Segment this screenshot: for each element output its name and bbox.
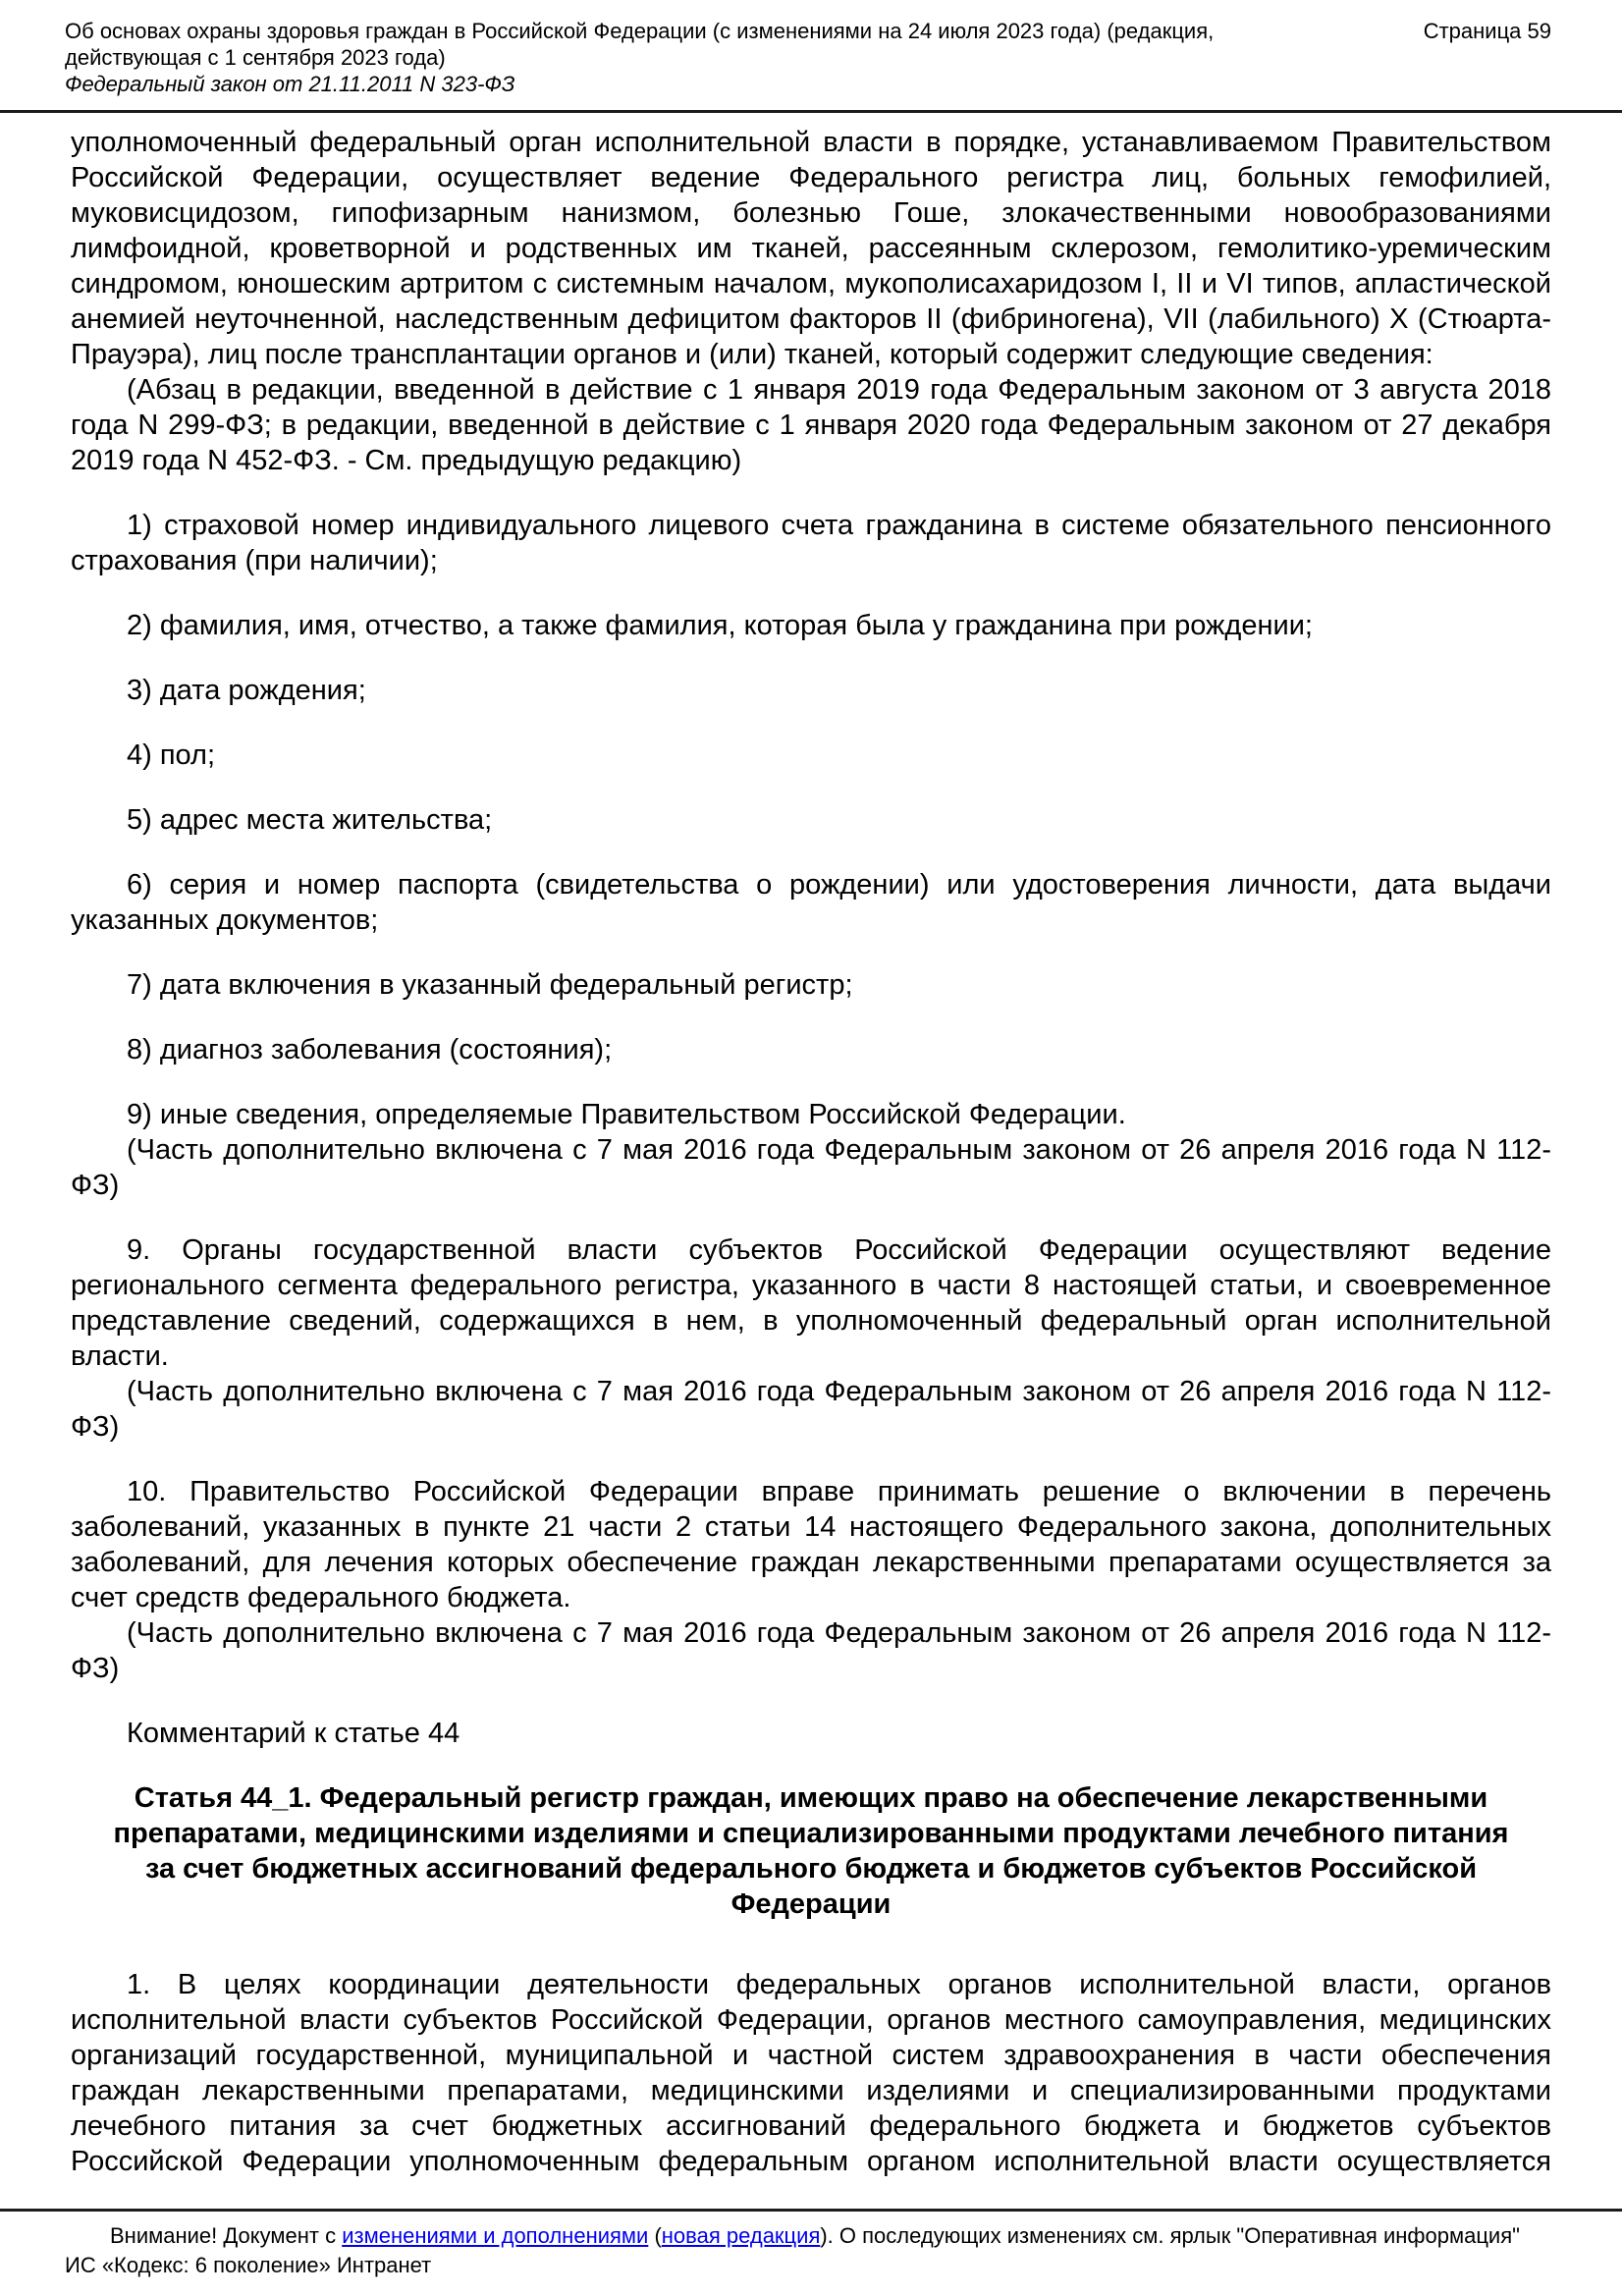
document-subtitle: Федеральный закон от 21.11.2011 N 323-ФЗ <box>65 72 515 96</box>
article-comment-ref: Комментарий к статье 44 <box>127 1718 460 1749</box>
paragraph: 1. В целях координации деятельности федеральных органов исполнительной власти, органов исполнительной власти субъектов Российской Федерации, органов местного самоуправления, медицинских организаций государственной, муниципальной и частной систем здравоохранения в части обеспечения граждан лекарственными препаратами, медицинскими изделиями и специализированными продуктами лечебного питания за счет бюджетных ассигнований федерального бюджета и бюджетов субъектов Российской Федерации уполномоченным федеральным органом исполнительной власти осуществляется <box>71 1969 1551 2177</box>
paragraph: (Часть дополнительно включена с 7 мая 2016 года Федеральным законом от 26 апреля 2016 года N 112-ФЗ) <box>71 1617 1551 1684</box>
page-number: Страница 59 <box>1423 19 1551 43</box>
paragraph: (Часть дополнительно включена с 7 мая 2016 года Федеральным законом от 26 апреля 2016 года N 112-ФЗ) <box>71 1376 1551 1443</box>
paragraph: 5) адрес места жительства; <box>127 804 493 836</box>
footer-notice-prefix: Внимание! Документ с <box>110 2223 343 2248</box>
paragraph: 4) пол; <box>127 739 216 771</box>
paragraph: 1) страховой номер индивидуального лицевого счета гражданина в системе обязательного пенсионного страхования (при наличии); <box>71 510 1551 576</box>
paragraph: (Часть дополнительно включена с 7 мая 2016 года Федеральным законом от 26 апреля 2016 года N 112-ФЗ) <box>71 1134 1551 1201</box>
paragraph: 8) диагноз заболевания (состояния); <box>127 1034 613 1066</box>
document-title: Об основах охраны здоровья граждан в Российской Федерации (с изменениями на 24 июля 2023 года) (редакция, действующая с 1 сентября 2023 года) <box>65 19 1215 70</box>
paragraph: 9) иные сведения, определяемые Правительством Российской Федерации. <box>127 1099 1126 1130</box>
paragraph: 6) серия и номер паспорта (свидетельства о рождении) или удостоверения личности, дата выдачи указанных документов; <box>71 869 1551 936</box>
footer-notice <box>65 2221 1571 2251</box>
paragraph: 3) дата рождения; <box>127 675 366 706</box>
new-edition-link[interactable]: новая редакция <box>661 2223 821 2248</box>
header-row <box>65 18 1551 71</box>
footer-notice-mid: ( <box>648 2223 662 2248</box>
footer-notice-suffix: ). О последующих изменениях см. ярлык "Оперативная информация" <box>820 2223 1520 2248</box>
page-header <box>0 0 1622 97</box>
footer-system-label: ИС «Кодекс: 6 поколение» Интранет <box>65 2253 432 2277</box>
paragraph: 2) фамилия, имя, отчество, а также фамилия, которая была у гражданина при рождении; <box>127 610 1313 641</box>
document-body <box>0 113 1622 2206</box>
paragraph: 10. Правительство Российской Федерации вправе принимать решение о включении в перечень заболеваний, указанных в пункте 21 части 2 статьи 14 настоящего Федерального закона, дополнительных заболеваний, для лечения которых обеспечение граждан лекарственными препаратами осуществляется за счет средств федерального бюджета. <box>71 1476 1551 1613</box>
paragraph: 7) дата включения в указанный федеральный регистр; <box>127 969 853 1001</box>
article-heading: Статья 44_1. Федеральный регистр граждан, имеющих право на обеспечение лекарственными препаратами, медицинскими изделиями и специализированными продуктами лечебного питания за счет бюджетных ассигнований федерального бюджета и бюджетов субъектов Российской Федерации <box>113 1782 1509 1920</box>
paragraph: (Абзац в редакции, введенной в действие с 1 января 2019 года Федеральным законом от 3 августа 2018 года N 299-ФЗ; в редакции, введенной в действие с 1 января 2020 года Федеральным законом от 27 декабря 2019 года N 452-ФЗ. - См. предыдущую редакцию) <box>71 374 1551 476</box>
amendments-link[interactable]: изменениями и дополнениями <box>342 2223 649 2248</box>
paragraph: уполномоченный федеральный орган исполнительной власти в порядке, устанавливаемом Правительством Российской Федерации, осуществляет ведение Федерального регистра лиц, больных гемофилией, муковисцидозом, гипофизарным нанизмом, болезнью Гоше, злокачественными новообразованиями лимфоидной, кроветворной и родственных им тканей, рассеянным склерозом, гемолитико-уремическим синдромом, юношеским артритом с системным началом, мукополисахаридозом I, II и VI типов, апластической анемией неуточненной, наследственным дефицитом факторов II (фибриногена), VII (лабильного) X (Стюарта-Прауэра), лиц после трансплантации органов и (или) тканей, который содержит следующие сведения: <box>71 127 1551 370</box>
page-footer <box>0 2209 1622 2296</box>
paragraph: 9. Органы государственной власти субъектов Российской Федерации осуществляют ведение регионального сегмента федерального регистра, указанного в части 8 настоящей статьи, и своевременное представление сведений, содержащихся в нем, в уполномоченный федеральный орган исполнительной власти. <box>71 1234 1551 1372</box>
